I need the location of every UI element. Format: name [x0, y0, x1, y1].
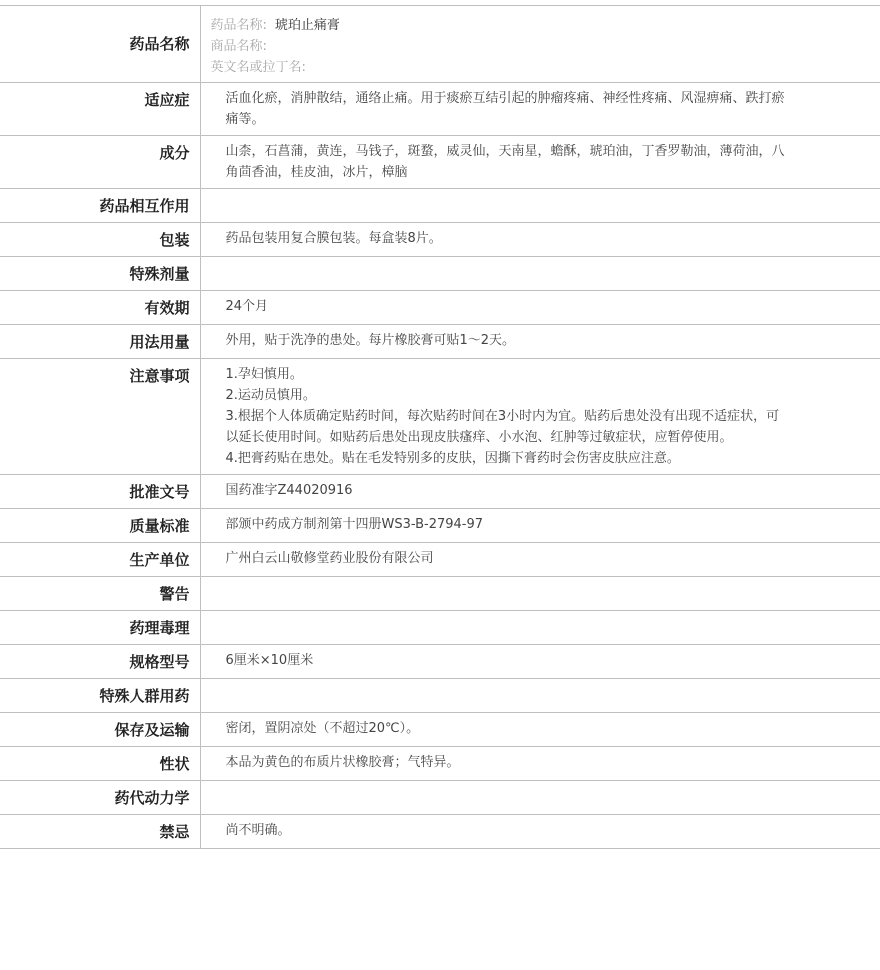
character-label: 性状: [0, 747, 200, 781]
generic-name-key: 药品名称:: [210, 18, 267, 33]
drug-name-heading: 药品名称: [0, 6, 200, 83]
precaution-item: 2.运动员慎用。: [225, 388, 316, 403]
contraindications-value: 尚不明确。: [225, 823, 291, 838]
row-interaction: [0, 189, 880, 223]
row-approval: [0, 475, 880, 509]
row-character: [0, 747, 880, 781]
ingredients-value: 山柰，石菖蒲，黄连，马钱子，斑蝥，威灵仙，天南星，蟾酥，琥珀油，丁香罗勒油，薄荷油，八角茴香油，桂皮油，冰片，樟脑: [225, 144, 785, 180]
standard-value: 部颁中药成方制剂第十四册WS3-B-2794-97: [225, 517, 484, 532]
row-packaging: [0, 223, 880, 257]
row-expiry: [0, 291, 880, 325]
usage-value: 外用，贴于洗净的患处。每片橡胶膏可贴1～2天。: [225, 333, 516, 348]
row-special-dose: [0, 257, 880, 291]
spec-value: 6厘米×10厘米: [225, 653, 314, 668]
usage-label: 用法用量: [0, 325, 200, 359]
approval-label: 批准文号: [0, 475, 200, 509]
precaution-item: 4.把膏药贴在患处。贴在毛发特别多的皮肤，因撕下膏药时会伤害皮肤应注意。: [225, 451, 680, 466]
drug-name-cell: [200, 6, 880, 83]
manufacturer-label: 生产单位: [0, 543, 200, 577]
approval-value: 国药准字Z44020916: [225, 483, 353, 498]
row-warning: [0, 577, 880, 611]
storage-value: 密闭，置阴凉处（不超过20℃）。: [225, 721, 420, 736]
pharmacology-value: [200, 611, 880, 645]
interaction-value: [200, 189, 880, 223]
indication-label: 适应症: [0, 83, 200, 136]
product-name-line: [211, 36, 789, 57]
precautions-value: [200, 359, 880, 475]
warning-value: [200, 577, 880, 611]
interaction-label: 药品相互作用: [0, 189, 200, 223]
generic-name-line: [211, 15, 789, 36]
row-usage: [0, 325, 880, 359]
row-pharmacology: [0, 611, 880, 645]
storage-label: 保存及运输: [0, 713, 200, 747]
drug-info-table: [0, 5, 880, 849]
expiry-label: 有效期: [0, 291, 200, 325]
row-precautions: [0, 359, 880, 475]
english-name-line: [211, 57, 789, 78]
row-special-groups: [0, 679, 880, 713]
character-value: 本品为黄色的布质片状橡胶膏；气特异。: [225, 755, 460, 770]
special-groups-value: [200, 679, 880, 713]
pharmacokinetics-label: 药代动力学: [0, 781, 200, 815]
precaution-item: 3.根据个人体质确定贴药时间，每次贴药时间在3小时内为宜。贴药后患处没有出现不适症状，可以延长使用时间。如贴药后患处出现皮肤瘙痒、小水泡、红肿等过敏症状，应暂停使用。: [225, 409, 780, 445]
standard-label: 质量标准: [0, 509, 200, 543]
product-name-key: 商品名称:: [210, 39, 267, 54]
english-name-key: 英文名或拉丁名:: [210, 60, 306, 75]
row-ingredients: [0, 136, 880, 189]
warning-label: 警告: [0, 577, 200, 611]
generic-name-value: 琥珀止痛膏: [274, 18, 340, 33]
ingredients-label: 成分: [0, 136, 200, 189]
spec-label: 规格型号: [0, 645, 200, 679]
contraindications-label: 禁忌: [0, 815, 200, 849]
row-standard: [0, 509, 880, 543]
precaution-item: 1.孕妇慎用。: [225, 367, 303, 382]
row-indication: [0, 83, 880, 136]
special-dose-label: 特殊剂量: [0, 257, 200, 291]
special-dose-value: [200, 257, 880, 291]
manufacturer-value: 广州白云山敬修堂药业股份有限公司: [225, 551, 434, 566]
row-storage: [0, 713, 880, 747]
packaging-value: 药品包装用复合膜包装。每盒装8片。: [225, 231, 442, 246]
row-contraindications: [0, 815, 880, 849]
special-groups-label: 特殊人群用药: [0, 679, 200, 713]
expiry-value: 24个月: [225, 299, 269, 314]
row-pharmacokinetics: [0, 781, 880, 815]
row-drug-name: [0, 6, 880, 83]
row-manufacturer: [0, 543, 880, 577]
row-spec: [0, 645, 880, 679]
pharmacology-label: 药理毒理: [0, 611, 200, 645]
packaging-label: 包装: [0, 223, 200, 257]
pharmacokinetics-value: [200, 781, 880, 815]
precautions-label: 注意事项: [0, 359, 200, 475]
indication-value: 活血化瘀，消肿散结，通络止痛。用于痰瘀互结引起的肿瘤疼痛、神经性疼痛、风湿痹痛、跌打瘀痛等。: [225, 91, 785, 127]
